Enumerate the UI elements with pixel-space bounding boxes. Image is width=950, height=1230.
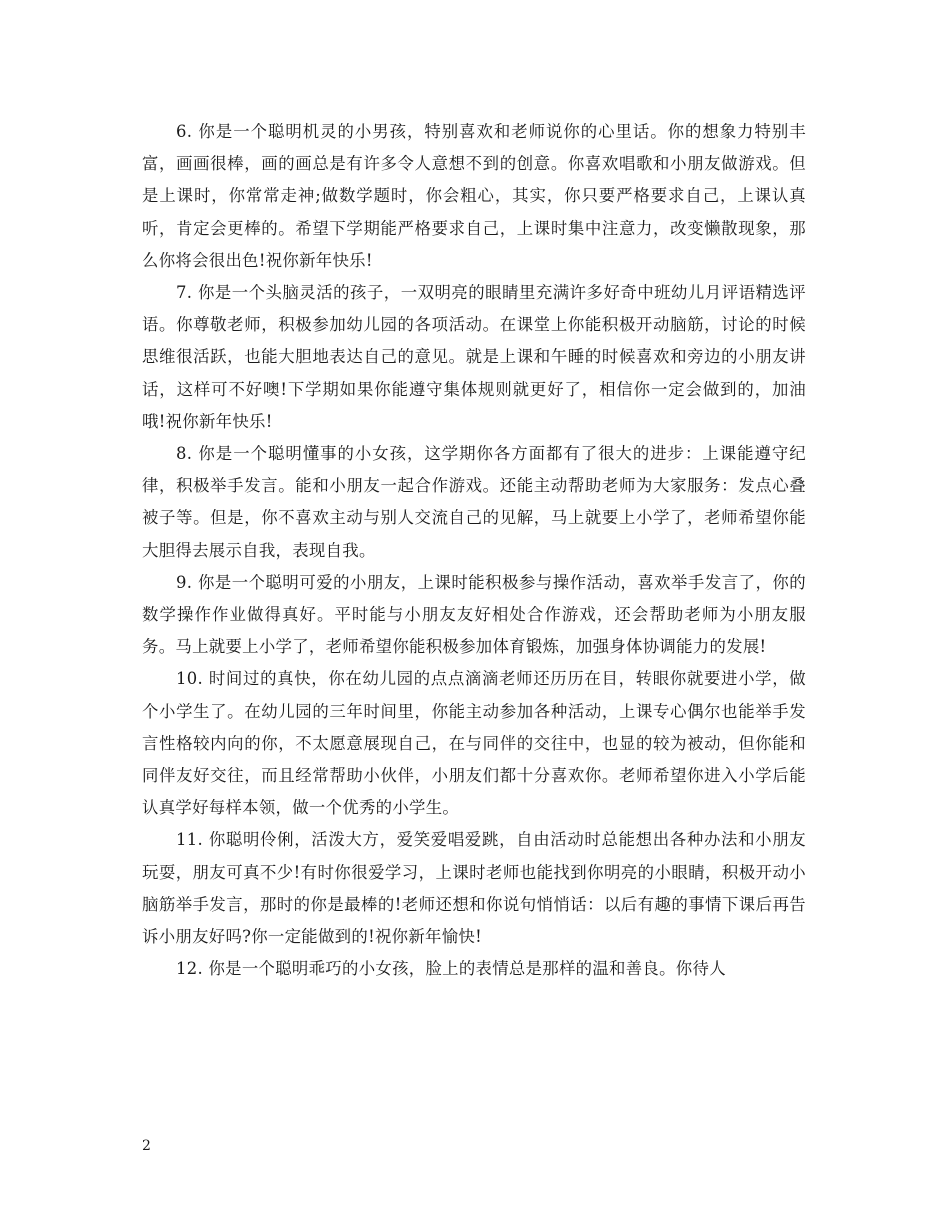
paragraph-6: 6. 你是一个聪明机灵的小男孩，特别喜欢和老师说你的心里话。你的想象力特别丰富，画画很棒，画的画总是有许多令人意想不到的创意。你喜欢唱歌和小朋友做游戏。但是上课时，你常常走神;做数学题时，你会粗心，其实，你只要严格要求自己，上课认真听，肯定会更棒的。希望下学期能严格要求自己，上课时集中注意力，改变懒散现象，那么你将会很出色!祝你新年快乐! [142, 122, 806, 270]
paragraph-11: 11. 你聪明伶俐，活泼大方，爱笑爱唱爱跳，自由活动时总能想出各种办法和小朋友玩耍，朋友可真不少!有时你很爱学习，上课时老师也能找到你明亮的小眼睛，积极开动小脑筋举手发言，那时的你是最棒的!老师还想和你说句悄悄话：以后有趣的事情下课后再告诉小朋友好吗?你一定能做到的!祝你新年愉快! [142, 830, 806, 947]
page-number: 2 [142, 1138, 151, 1154]
paragraph-10: 10. 时间过的真快，你在幼儿园的点点滴滴老师还历历在目，转眼你就要进小学，做个小学生了。在幼儿园的三年时间里，你能主动参加各种活动，上课专心偶尔也能举手发言性格较内向的你，不太愿意展现自己，在与同伴的交往中，也显的较为被动，但你能和同伴友好交往，而且经常帮助小伙伴，小朋友们都十分喜欢你。老师希望你进入小学后能认真学好每样本领，做一个优秀的小学生。 [142, 669, 806, 818]
paragraph-9: 9. 你是一个聪明可爱的小朋友，上课时能积极参与操作活动，喜欢举手发言了，你的数学操作作业做得真好。平时能与小朋友友好相处合作游戏，还会帮助老师为小朋友服务。马上就要上小学了，老师希望你能积极参加体育锻炼，加强身体协调能力的发展! [142, 572, 806, 657]
document-body [142, 116, 806, 985]
paragraph-7: 7. 你是一个头脑灵活的孩子，一双明亮的眼睛里充满许多好奇中班幼儿月评语精选评语。你尊敬老师，积极参加幼儿园的各项活动。在课堂上你能积极开动脑筋，讨论的时候思维很活跃，也能大胆地表达自己的意见。就是上课和午睡的时候喜欢和旁边的小朋友讲话，这样可不好噢!下学期如果你能遵守集体规则就更好了，相信你一定会做到的，加油哦!祝你新年快乐! [142, 283, 806, 431]
paragraph-12: 12. 你是一个聪明乖巧的小女孩，脸上的表情总是那样的温和善良。你待人 [176, 959, 726, 979]
paragraph-8: 8. 你是一个聪明懂事的小女孩，这学期你各方面都有了很大的进步：上课能遵守纪律，积极举手发言。能和小朋友一起合作游戏。还能主动帮助老师为大家服务：发点心叠被子等。但是，你不喜欢主动与别人交流自己的见解，马上就要上小学了，老师希望你能大胆得去展示自我，表现自我。 [142, 444, 806, 560]
